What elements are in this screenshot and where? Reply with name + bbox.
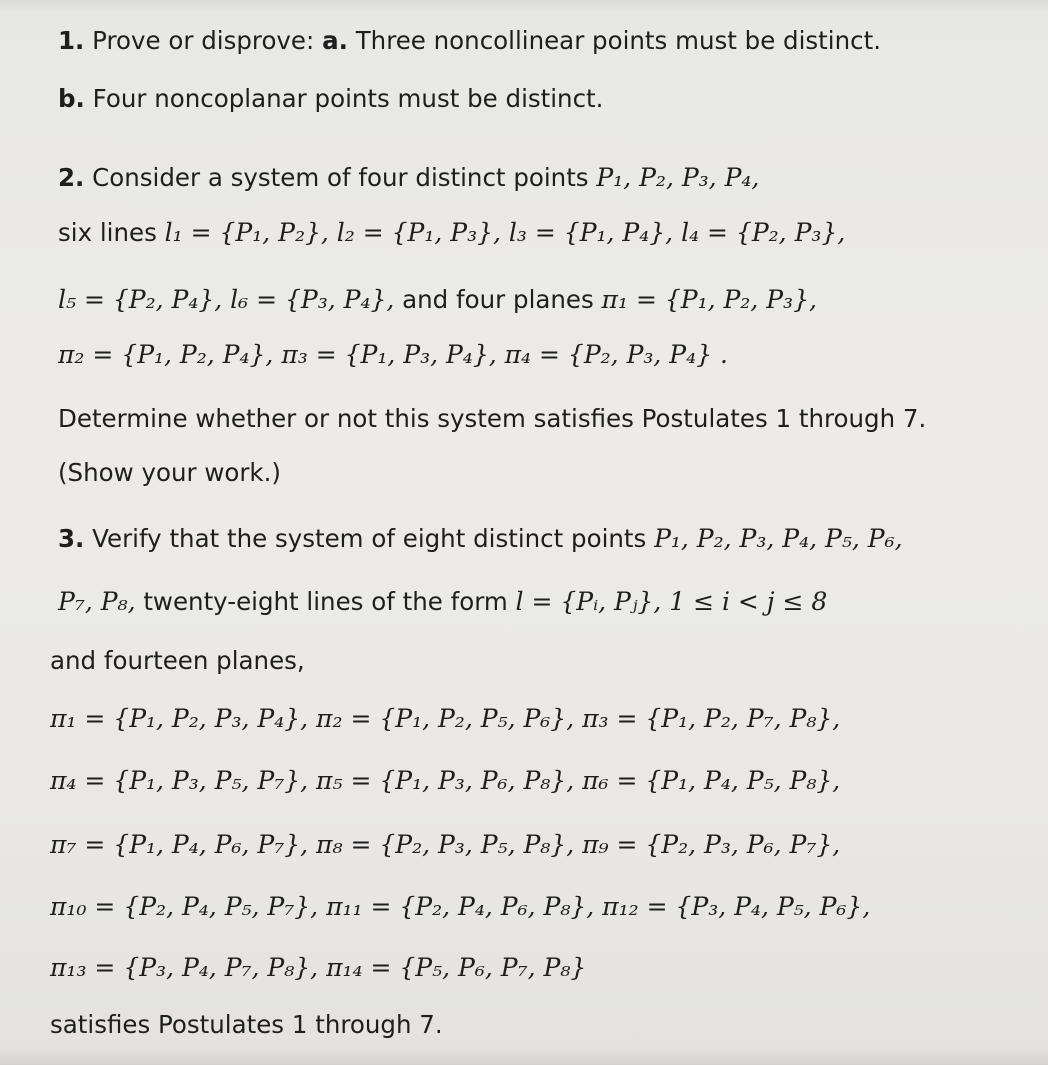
problem-3-intro: Verify that the system of eight distinct points [84,524,655,553]
problem-2-plane-1: π₁ = {P₁, P₂, P₃}, [601,285,817,314]
problem-3-planes-row-1 [50,704,840,734]
problem-3-planes-row-2 [50,766,840,796]
problem-2-lines-1-4: l₁ = {P₁, P₂}, l₂ = {P₁, P₃}, l₃ = {P₁, P₄}, l₄ = {P₂, P₃}, [164,218,846,247]
problem-3-line-3 [50,646,305,676]
problem-3-planes-7-9: π₇ = {P₁, P₄, P₆, P₇}, π₈ = {P₂, P₃, P₅, P₈}, π₉ = {P₂, P₃, P₆, P₇}, [50,830,841,859]
problem-1-part-a-text: Three noncollinear points must be distinct. [347,26,881,55]
problem-2-line-3 [58,285,817,315]
problem-3-planes-row-4 [50,892,870,922]
problem-2-lines-5-6: l₅ = {P₂, P₄}, l₆ = {P₃, P₄}, [58,285,395,314]
problem-3-planes-4-6: π₄ = {P₁, P₃, P₅, P₇}, π₅ = {P₁, P₃, P₆, P₈}, π₆ = {P₁, P₄, P₅, P₈}, [50,766,841,795]
problem-2-line-6 [58,458,281,488]
problem-1-line-b [58,84,603,114]
problem-3-line-1 [58,524,903,554]
problem-3-points-7-8: P₇, P₈, [58,587,136,616]
problem-3-lines-text: twenty-eight lines of the form [135,587,516,616]
problem-3-planes-label: and fourteen planes, [50,646,305,675]
problem-1-number: 1. [58,26,85,55]
problem-3-planes-10-12: π₁₀ = {P₂, P₄, P₅, P₇}, π₁₁ = {P₂, P₄, P₆, P₈}, π₁₂ = {P₃, P₄, P₅, P₆}, [50,892,871,921]
problem-3-planes-1-3: π₁ = {P₁, P₂, P₃, P₄}, π₂ = {P₁, P₂, P₅, P₆}, π₃ = {P₁, P₂, P₇, P₈}, [50,704,841,733]
problem-1-part-b-text: Four noncoplanar points must be distinct. [84,84,604,113]
problem-3-planes-row-3 [50,830,840,860]
problem-1-intro: Prove or disprove: [92,26,323,55]
problem-2-line-5 [58,404,926,434]
problem-2-planes-2-4: π₂ = {P₁, P₂, P₄}, π₃ = {P₁, P₃, P₄}, π₄ = {P₂, P₃, P₄} . [58,340,728,369]
problem-2-lines-label: six lines [58,218,165,247]
problem-3-line-2 [58,587,827,617]
problem-3-points-1-6: P₁, P₂, P₃, P₄, P₅, P₆, [654,524,903,553]
problem-3-planes-row-5 [50,953,586,983]
problem-3-number: 3. [58,524,85,553]
problem-2-planes-label: and four planes [394,285,602,314]
problem-3-planes-13-14: π₁₃ = {P₃, P₄, P₇, P₈}, π₁₄ = {P₅, P₆, P₇, P₈} [50,953,587,982]
problem-1-line-a [58,26,881,56]
problem-2-line-4 [58,340,728,370]
problem-2-line-1 [58,163,759,193]
problem-3-lines-form: l = {Pᵢ, Pⱼ}, 1 ≤ i < j ≤ 8 [515,587,828,616]
problem-3-conclusion: satisfies Postulates 1 through 7. [50,1010,443,1039]
problem-2-task: Determine whether or not this system satisfies Postulates 1 through 7. [58,404,927,433]
problem-2-show-work: (Show your work.) [58,458,281,487]
problem-1-part-b-label: b. [58,84,85,113]
problem-2-number: 2. [58,163,85,192]
problem-1-part-a-label: a. [322,26,348,55]
screen-bezel-bottom [0,1050,1048,1065]
problem-2-line-2 [58,218,845,248]
problem-3-line-final [50,1010,443,1040]
problem-2-intro: Consider a system of four distinct points [84,163,597,192]
problem-2-points: P₁, P₂, P₃, P₄, [596,163,760,192]
